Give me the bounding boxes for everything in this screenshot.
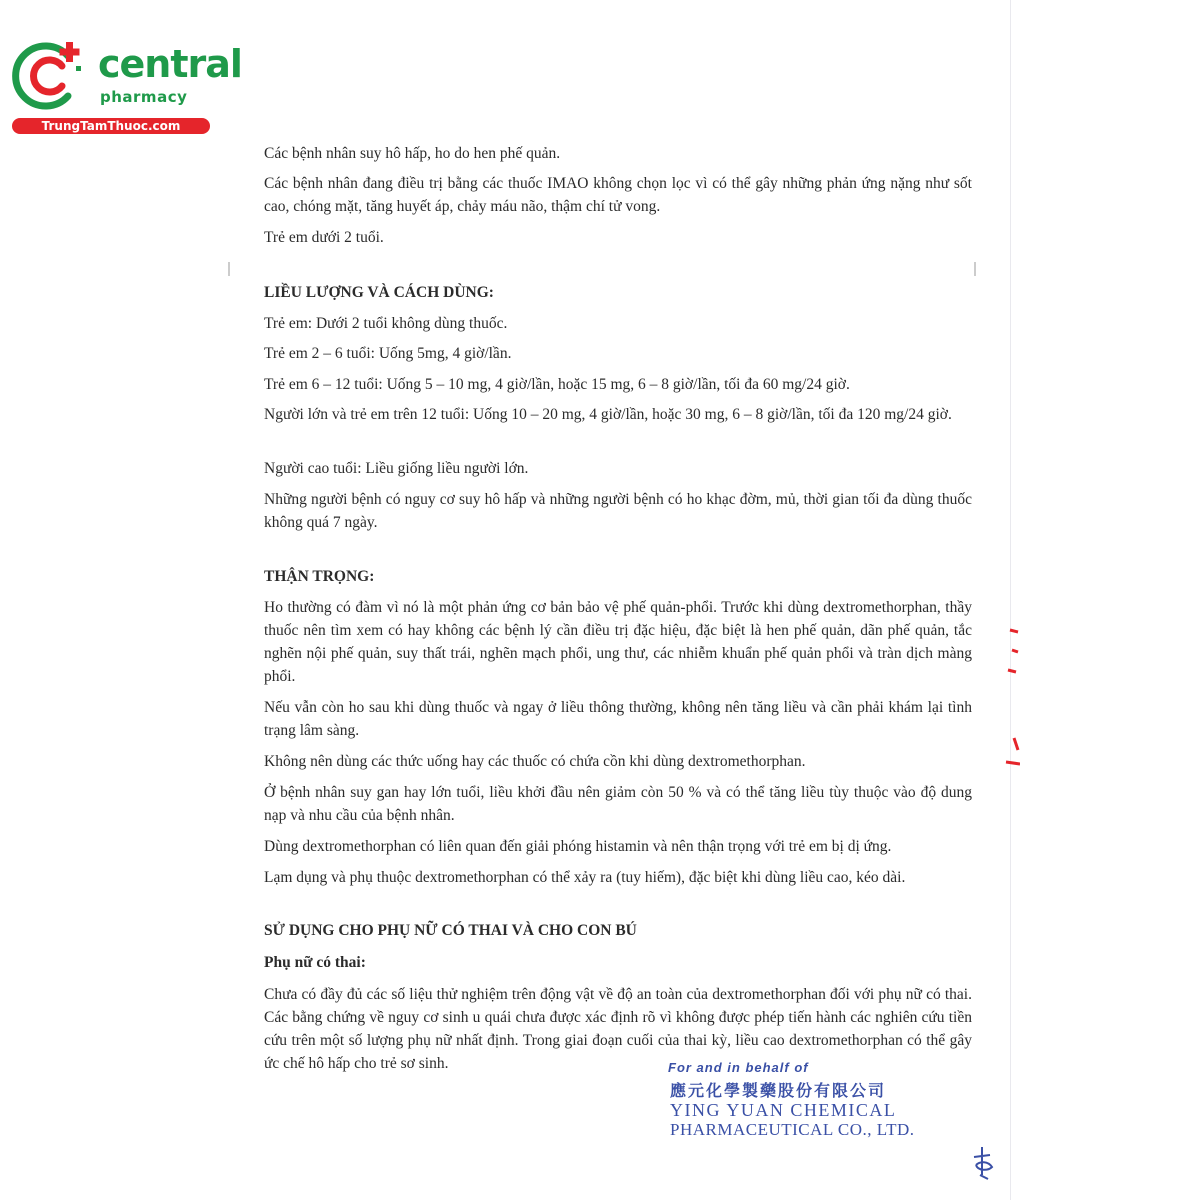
precautions-heading: THẬN TRỌNG: bbox=[264, 568, 375, 585]
precaution-item: Nếu vẫn còn ho sau khi dùng thuốc và ngay ở liều thông thường, không nên tăng liều và cần phải khám lại tình trạng lâm sàng. bbox=[264, 699, 972, 739]
stamp-company-name-2: PHARMACEUTICAL CO., LTD. bbox=[670, 1120, 915, 1139]
stamp-behalf-text: For and in behalf of bbox=[668, 1060, 809, 1075]
stamp-company-name: YING YUAN CHEMICAL bbox=[670, 1100, 897, 1120]
logo-name: central bbox=[98, 42, 242, 86]
dosage-item: Trẻ em 6 – 12 tuổi: Uống 5 – 10 mg, 4 giờ/lần, hoặc 15 mg, 6 – 8 giờ/lần, tối đa 60 mg/24 giờ. bbox=[264, 376, 850, 393]
page-edge bbox=[1010, 0, 1011, 1200]
dosage-heading: LIỀU LƯỢNG VÀ CÁCH DÙNG: bbox=[264, 284, 494, 301]
red-stamp-edge-icon bbox=[1004, 620, 1020, 780]
dosage-item: Những người bệnh có nguy cơ suy hô hấp và những người bệnh có ho khạc đờm, mủ, thời gian tối đa dùng thuốc không quá 7 ngày. bbox=[264, 491, 972, 531]
pregnancy-subheading: Phụ nữ có thai: bbox=[264, 954, 366, 971]
dosage-item: Trẻ em 2 – 6 tuổi: Uống 5mg, 4 giờ/lần. bbox=[264, 345, 512, 362]
signature-icon bbox=[970, 1145, 996, 1181]
pharmacy-logo-icon bbox=[10, 40, 90, 112]
margin-tick-icon bbox=[226, 262, 232, 276]
contraindication-item: Các bệnh nhân đang điều trị bằng các thuốc IMAO không chọn lọc vì có thể gây những phản ứng nặng như sốt cao, chóng mặt, tăng huyết áp, chảy máu não, thậm chí tử vong. bbox=[264, 175, 972, 215]
central-pharmacy-logo[interactable] bbox=[10, 38, 242, 138]
margin-tick-icon bbox=[972, 262, 978, 276]
company-stamp bbox=[668, 1060, 928, 1144]
logo-subtitle: pharmacy bbox=[100, 88, 188, 106]
logo-url[interactable]: TrungTamThuoc.com bbox=[12, 118, 210, 134]
dosage-item: Người cao tuổi: Liều giống liều người lớn. bbox=[264, 460, 529, 477]
pregnancy-heading: SỬ DỤNG CHO PHỤ NỮ CÓ THAI VÀ CHO CON BÚ bbox=[264, 922, 637, 939]
precaution-item: Không nên dùng các thức uống hay các thuốc có chứa cồn khi dùng dextromethorphan. bbox=[264, 753, 806, 770]
stamp-chinese-name: 應元化學製藥股份有限公司 bbox=[670, 1081, 887, 1100]
contraindication-item: Các bệnh nhân suy hô hấp, ho do hen phế quản. bbox=[264, 145, 561, 162]
precaution-item: Dùng dextromethorphan có liên quan đến giải phóng histamin và nên thận trọng với trẻ em bị dị ứng. bbox=[264, 838, 892, 855]
dosage-item: Người lớn và trẻ em trên 12 tuổi: Uống 10 – 20 mg, 4 giờ/lần, hoặc 30 mg, 6 – 8 giờ/lần, tối đa 120 mg/24 giờ. bbox=[264, 406, 952, 423]
dosage-item: Trẻ em: Dưới 2 tuổi không dùng thuốc. bbox=[264, 315, 508, 332]
contraindication-item: Trẻ em dưới 2 tuổi. bbox=[264, 229, 384, 246]
precaution-item: Lạm dụng và phụ thuộc dextromethorphan có thể xảy ra (tuy hiếm), đặc biệt khi dùng liều cao, kéo dài. bbox=[264, 869, 906, 886]
precaution-item: Ở bệnh nhân suy gan hay lớn tuổi, liều khởi đầu nên giảm còn 50 % và có thể tăng liều tùy thuộc vào độ dung nạp và nhu cầu của bệnh nhân. bbox=[264, 784, 972, 824]
pregnancy-text: Chưa có đầy đủ các số liệu thử nghiệm trên động vật về độ an toàn của dextromethorphan đối với phụ nữ có thai. Các bằng chứng về nguy cơ sinh u quái chưa được xác định rõ vì không được phép tiến hành các nghiên cứu tiền cứu trên một số lượng phụ nữ nhất định. Trong giai đoạn cuối của thai kỳ, liều cao dextromethorphan có thể gây ức chế hô hấp cho trẻ sơ sinh. bbox=[264, 986, 972, 1072]
precaution-item: Ho thường có đàm vì nó là một phản ứng cơ bản bảo vệ phế quản-phổi. Trước khi dùng dextromethorphan, thầy thuốc nên tìm xem có hay không các bệnh lý cần điều trị đặc hiệu, đặc biệt là hen phế quản, dãn phế quản, tắc nghẽn nội phế quản, suy thất trái, nghẽn mạch phổi, ung thư, các nhiễm khuẩn phế quản phổi và tràn dịch màng phổi. bbox=[264, 599, 972, 685]
